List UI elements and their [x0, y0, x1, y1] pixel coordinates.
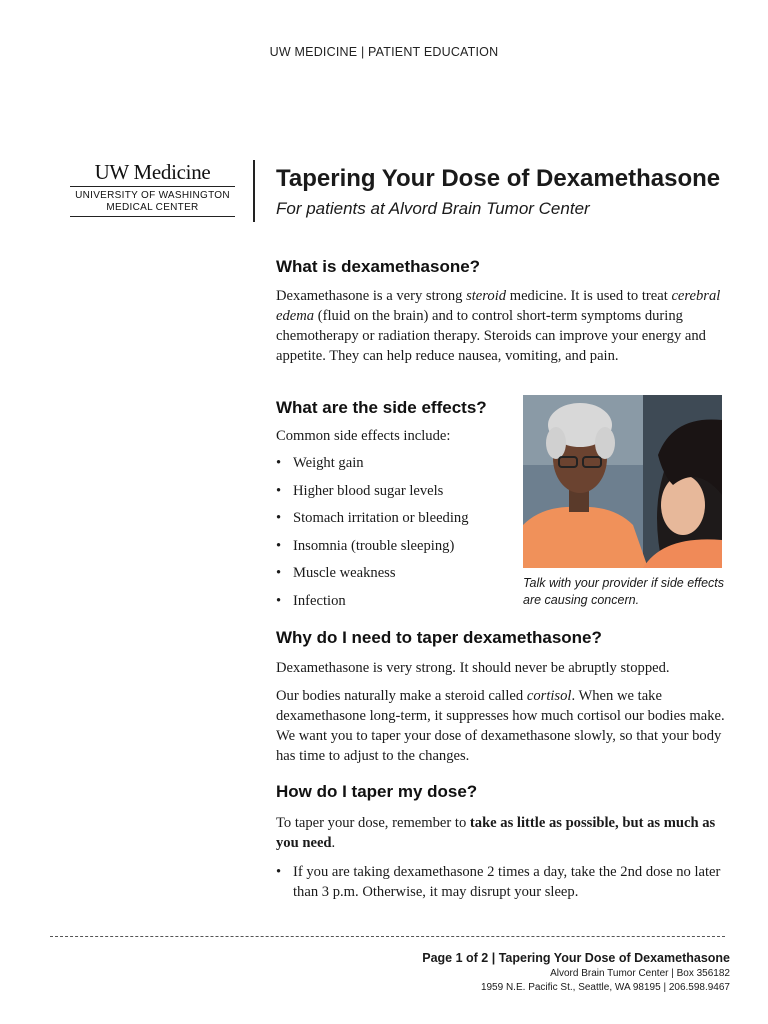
section-paragraph-what-is [276, 286, 731, 366]
text-run: medicine. It is used to treat [506, 288, 672, 304]
list-item: • If you are taking dexamethasone 2 times a day, take the 2nd dose no later than 3 p.m. Otherwise, it may disrupt your sleep. [276, 862, 736, 902]
text-run: Our bodies naturally make a steroid called [276, 688, 527, 704]
why-taper-paragraph-2 [276, 686, 731, 766]
photo-illustration [523, 395, 722, 568]
logo-line2: MEDICAL CENTER [106, 202, 199, 213]
text-run: To taper your dose, remember to [276, 815, 470, 831]
text-strong: take as little as possible, but as much as you need [276, 815, 716, 851]
footer-divider [50, 936, 725, 937]
section-heading-why-taper: Why do I need to taper dexamethasone? [276, 628, 602, 647]
page-footer [300, 950, 730, 995]
list-item: • Infection [276, 591, 469, 619]
text-emphasis: cortisol [526, 688, 572, 704]
list-item: • Insomnia (trouble sleeping) [276, 536, 469, 564]
list-item: • Weight gain [276, 453, 469, 481]
logo-line1: UNIVERSITY OF WASHINGTON [75, 190, 230, 201]
logo-rule [70, 186, 235, 187]
header-bar: UW MEDICINE | PATIENT EDUCATION [269, 45, 499, 59]
footer-address-2: 1959 N.E. Pacific St., Seattle, WA 98195 | 206.598.9467 [480, 982, 730, 993]
logo-name: UW Medicine [94, 160, 211, 184]
side-effects-list [276, 453, 469, 619]
text-run: Dexamethasone is a very strong [276, 288, 467, 304]
patient-provider-photo [523, 395, 722, 568]
photo-caption: Talk with your provider if side effects are causing concern. [523, 576, 725, 607]
text-run: . When we take dexamethasone long-term, it suppresses how much cortisol our bodies make. We want you to taper your dose of dexamethasone slowly, so that your body has time to adjust to the changes. [276, 688, 725, 764]
how-taper-paragraph [276, 813, 731, 853]
text-emphasis: cerebral edema [276, 288, 721, 324]
why-taper-paragraph-1: Dexamethasone is very strong. It should never be abruptly stopped. [276, 660, 670, 676]
title-divider [253, 160, 255, 222]
text-run: (fluid on the brain) and to control short-term symptoms during chemotherapy or radiation therapy. Steroids can improve your energy and appetite. They can help reduce nausea, vomiting, and pain. [276, 308, 706, 364]
text-run: . [331, 835, 336, 851]
section-heading-side-effects: What are the side effects? [276, 398, 487, 417]
text-emphasis: steroid [466, 288, 507, 304]
document-title: Tapering Your Dose of Dexamethasone [276, 165, 721, 192]
section-heading-what-is: What is dexamethasone? [276, 257, 481, 276]
list-item: • Stomach irritation or bleeding [276, 508, 469, 536]
taper-instructions-list [276, 862, 736, 902]
footer-page-info: Page 1 of 2 | Tapering Your Dose of Dexamethasone [422, 951, 730, 965]
list-item: • Higher blood sugar levels [276, 481, 469, 509]
side-effects-intro: Common side effects include: [276, 428, 451, 444]
list-item: • Muscle weakness [276, 563, 469, 591]
section-heading-how-taper: How do I taper my dose? [276, 782, 478, 801]
uw-medicine-logo [70, 160, 235, 220]
logo-rule-bottom [70, 216, 235, 217]
document-subtitle: For patients at Alvord Brain Tumor Center [276, 199, 590, 218]
footer-address-1: Alvord Brain Tumor Center | Box 356182 [550, 968, 730, 979]
